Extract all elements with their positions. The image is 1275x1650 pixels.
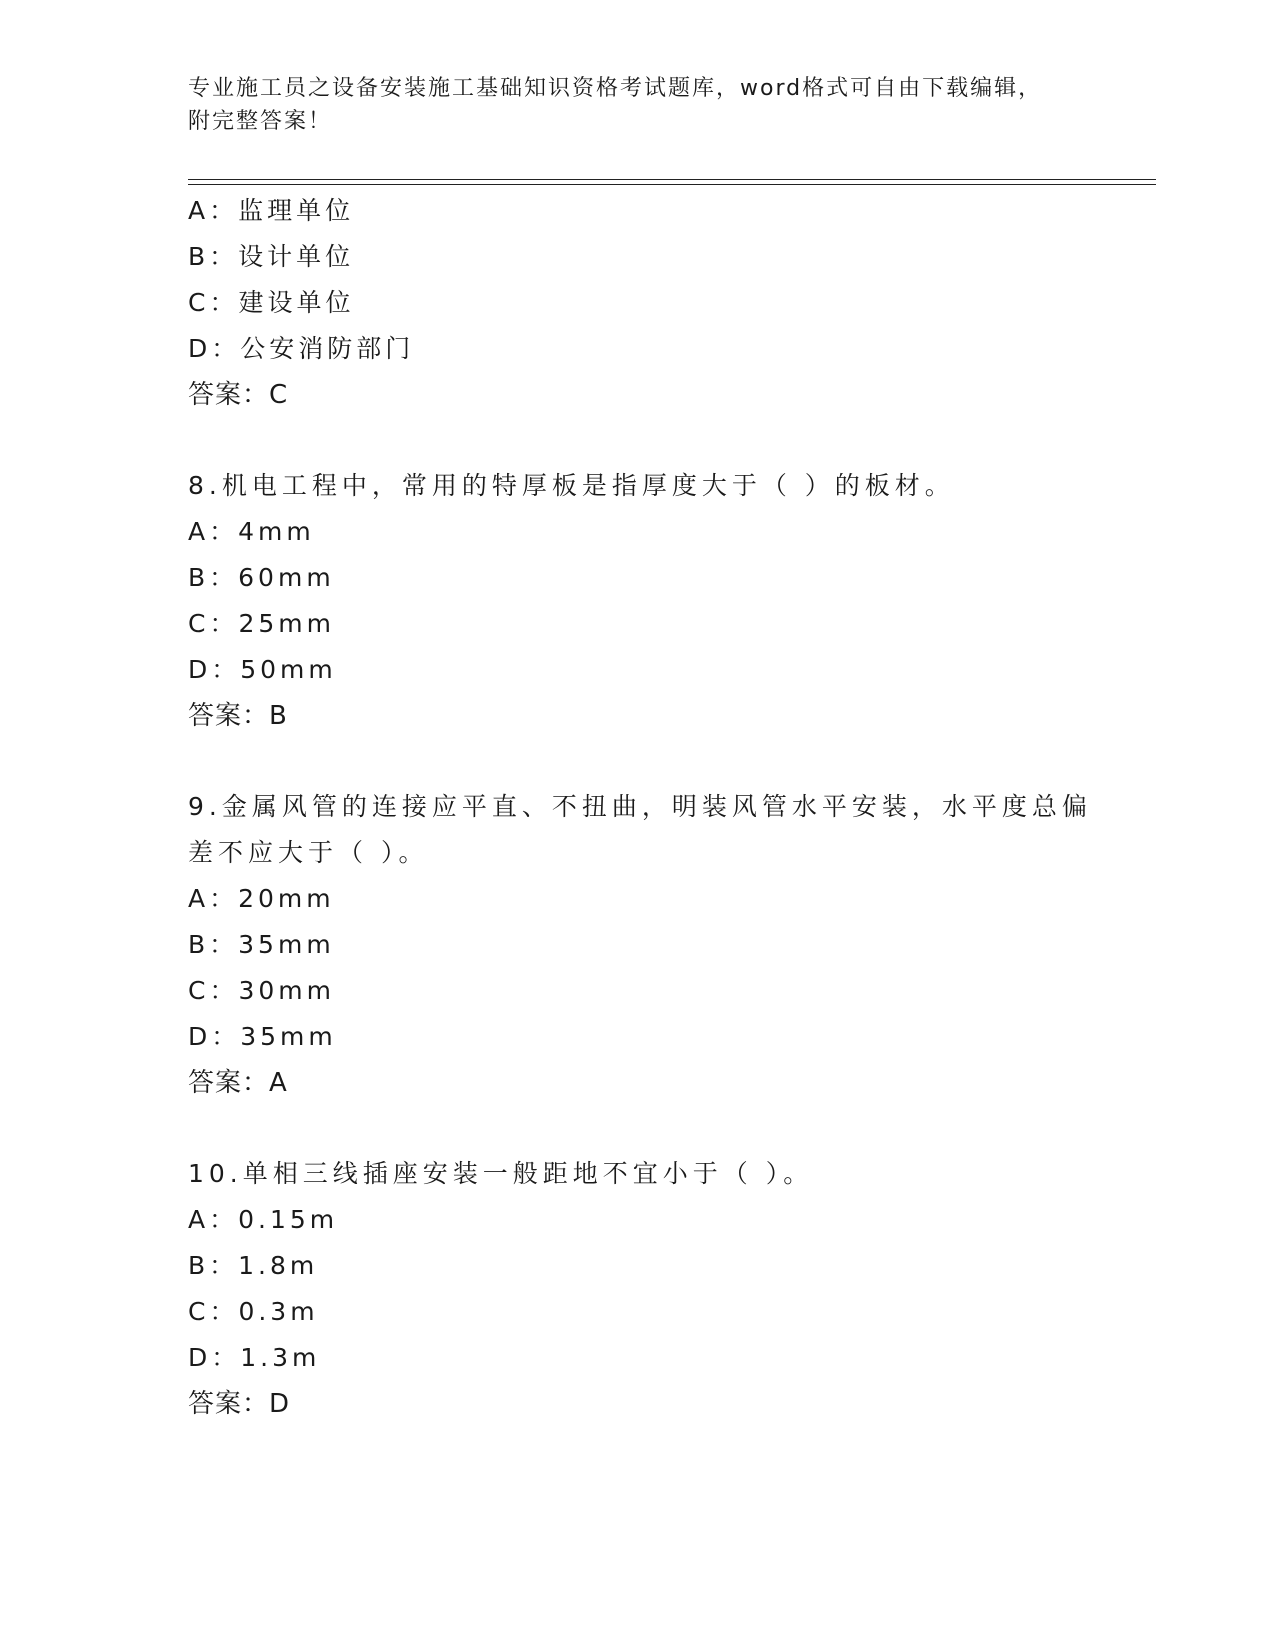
option-c: C：建设单位 bbox=[188, 288, 355, 317]
option-a: A：20mm bbox=[188, 884, 335, 913]
option-b: B：设计单位 bbox=[188, 242, 355, 271]
header-divider-bottom bbox=[188, 184, 1156, 185]
question-stem: 9.金属风管的连接应平直、不扭曲，明装风管水平安装，水平度总偏 bbox=[188, 792, 1092, 821]
option-d: D：50mm bbox=[188, 655, 337, 684]
question-list bbox=[188, 188, 1092, 1427]
answer-line: 答案：A bbox=[188, 1068, 288, 1098]
option-b: B：35mm bbox=[188, 930, 335, 959]
header-line-1: 专业施工员之设备安装施工基础知识资格考试题库，word格式可自由下载编辑， bbox=[188, 76, 1043, 101]
option-a: A：0.15m bbox=[188, 1205, 339, 1234]
option-c: C：0.3m bbox=[188, 1297, 319, 1326]
question-block-10 bbox=[188, 1151, 1088, 1427]
question-stem-continued: 差不应大于（ ）。 bbox=[188, 838, 429, 867]
option-c: C：25mm bbox=[188, 609, 335, 638]
option-d: D：公安消防部门 bbox=[188, 334, 415, 363]
option-b: B：60mm bbox=[188, 563, 335, 592]
question-block-8 bbox=[188, 463, 1088, 739]
option-d: D：35mm bbox=[188, 1022, 337, 1051]
document-header bbox=[188, 72, 1088, 138]
question-block-7 bbox=[188, 188, 1088, 418]
header-divider-top bbox=[188, 179, 1156, 180]
answer-line: 答案：C bbox=[188, 380, 289, 410]
question-stem: 10.单相三线插座安装一般距地不宜小于（ ）。 bbox=[188, 1159, 814, 1188]
option-a: A：4mm bbox=[188, 517, 315, 546]
option-b: B：1.8m bbox=[188, 1251, 319, 1280]
option-c: C：30mm bbox=[188, 976, 335, 1005]
header-line-2: 附完整答案！ bbox=[188, 109, 333, 134]
answer-line: 答案：D bbox=[188, 1389, 291, 1419]
question-block-9 bbox=[188, 784, 1092, 1106]
option-d: D：1.3m bbox=[188, 1343, 321, 1372]
option-a: A：监理单位 bbox=[188, 196, 355, 225]
answer-line: 答案：B bbox=[188, 701, 288, 731]
question-stem: 8.机电工程中，常用的特厚板是指厚度大于（ ）的板材。 bbox=[188, 471, 955, 500]
